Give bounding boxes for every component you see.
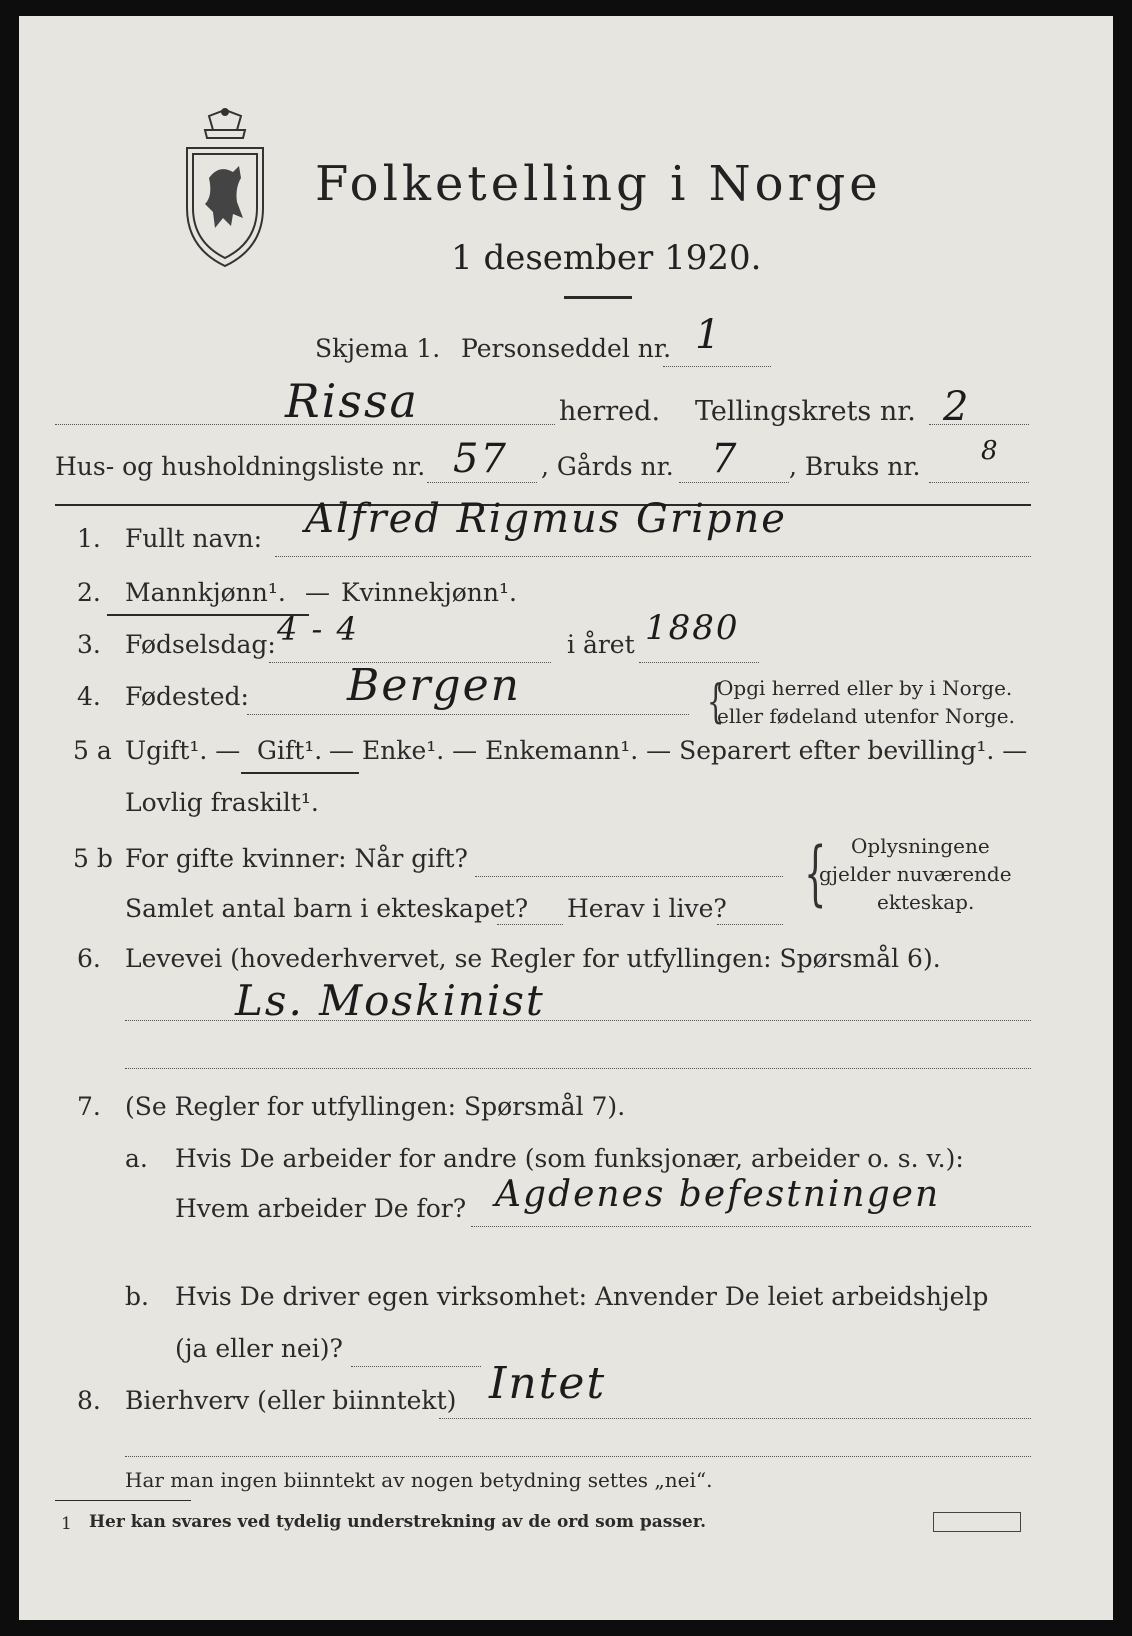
q7a-sub: Hvem arbeider De for? xyxy=(175,1194,467,1223)
gards-label: , Gårds nr. xyxy=(541,452,674,481)
footnote-rule xyxy=(55,1500,191,1501)
q7-number: 7. xyxy=(77,1092,101,1121)
birthplace-note-1: Opgi herred eller by i Norge. xyxy=(717,676,1013,700)
bruks-value[interactable]: 8 xyxy=(981,436,1000,466)
q2-separator: — xyxy=(305,578,330,607)
q4-label: Fødested: xyxy=(125,682,249,711)
q3-number: 3. xyxy=(77,630,101,659)
personseddel-label: Personseddel nr. xyxy=(461,334,672,363)
liste-line xyxy=(427,482,537,483)
q5a-number: 5 a xyxy=(73,736,112,765)
q6-number: 6. xyxy=(77,944,101,973)
bruks-line xyxy=(929,482,1029,483)
liste-value[interactable]: 57 xyxy=(453,436,508,482)
q5b-note-1: Oplysningene xyxy=(851,834,990,858)
q3-label: Fødselsdag: xyxy=(125,630,276,659)
herred-value[interactable]: Rissa xyxy=(285,374,419,428)
alive-line xyxy=(717,924,783,925)
q8-label: Bierhverv (eller biinntekt) xyxy=(125,1386,457,1415)
q7b-label: Hvis De driver egen virksomhet: Anvender De leiet arbeidshjelp xyxy=(175,1282,989,1311)
year-label: i året xyxy=(567,630,635,659)
birthplace-line xyxy=(247,714,689,715)
footer-note: Har man ingen biinntekt av nogen betydning settes „nei“. xyxy=(125,1468,713,1492)
gards-value[interactable]: 7 xyxy=(711,436,739,482)
side-income-value[interactable]: Intet xyxy=(489,1358,607,1409)
alive-label: Herav i live? xyxy=(567,894,727,923)
divorced-option[interactable]: Lovlig fraskilt¹. xyxy=(125,788,319,817)
q4-number: 4. xyxy=(77,682,101,711)
q5b-note-2: gjelder nuværende xyxy=(819,862,1012,886)
brace-icon-2: { xyxy=(804,832,827,914)
personseddel-value[interactable]: 1 xyxy=(695,312,723,358)
birthday-value[interactable]: 4 - 4 xyxy=(277,610,359,648)
year-line xyxy=(639,662,759,663)
side-income-line xyxy=(439,1418,1031,1419)
q1-label: Fullt navn: xyxy=(125,524,263,553)
side-income-line-2 xyxy=(125,1456,1031,1457)
q1-line xyxy=(275,556,1031,557)
footnote-text: Her kan svares ved tydelig understrekning av de ord som passer. xyxy=(89,1512,707,1532)
children-label: Samlet antal barn i ekteskapet? xyxy=(125,894,529,923)
married-option[interactable]: Gift¹. xyxy=(257,736,323,765)
q7a-label: Hvis De arbeider for andre (som funksjonær, arbeider o. s. v.): xyxy=(175,1144,964,1173)
married-when-line xyxy=(475,876,783,877)
q6-label: Levevei (hovederhvervet, se Regler for utfyllingen: Spørsmål 6). xyxy=(125,944,941,973)
q1-number: 1. xyxy=(77,524,101,553)
q7b-letter: b. xyxy=(125,1282,149,1311)
coat-of-arms-icon xyxy=(179,108,271,268)
bruks-label: , Bruks nr. xyxy=(789,452,921,481)
q7a-letter: a. xyxy=(125,1144,148,1173)
gards-line xyxy=(679,482,789,483)
q5b-label: For gifte kvinner: Når gift? xyxy=(125,844,468,873)
marital-other-options[interactable]: — Enke¹. — Enkemann¹. — Separert efter bevilling¹. — xyxy=(329,736,1028,765)
employer-line xyxy=(471,1226,1031,1227)
footnote-number: 1 xyxy=(61,1514,72,1534)
hired-help-line xyxy=(351,1366,481,1367)
census-form xyxy=(19,16,1113,1620)
brace-icon: { xyxy=(706,674,725,728)
tellingskrets-label: Tellingskrets nr. xyxy=(695,396,916,427)
q2-number: 2. xyxy=(77,578,101,607)
schema-label: Skjema 1. xyxy=(315,334,441,363)
full-name-value[interactable]: Alfred Rigmus Gripne xyxy=(305,496,787,542)
printer-stamp xyxy=(933,1512,1021,1532)
children-line xyxy=(497,924,563,925)
form-title: Folketelling i Norge xyxy=(315,156,882,212)
married-underline xyxy=(241,772,359,774)
birthplace-note-2: eller fødeland utenfor Norge. xyxy=(717,704,1015,728)
male-option[interactable]: Mannkjønn¹. xyxy=(125,578,286,607)
birth-year-value[interactable]: 1880 xyxy=(645,608,740,648)
employer-value[interactable]: Agdenes befestningen xyxy=(495,1174,941,1215)
q7b-sub: (ja eller nei)? xyxy=(175,1334,343,1363)
occupation-value[interactable]: Ls. Moskinist xyxy=(235,976,545,1025)
q5b-number: 5 b xyxy=(73,844,113,873)
female-option[interactable]: Kvinnekjønn¹. xyxy=(341,578,517,607)
occupation-line-2 xyxy=(125,1068,1031,1069)
tellingskrets-value[interactable]: 2 xyxy=(943,384,971,430)
unmarried-option[interactable]: Ugift¹. — xyxy=(125,736,241,765)
q5b-note-3: ekteskap. xyxy=(877,890,975,914)
liste-label: Hus- og husholdningsliste nr. xyxy=(55,452,426,481)
herred-label: herred. xyxy=(559,396,661,427)
q8-number: 8. xyxy=(77,1386,101,1415)
personseddel-line xyxy=(663,366,771,367)
census-date: 1 desember 1920. xyxy=(451,238,762,278)
title-divider xyxy=(564,296,632,299)
birthplace-value[interactable]: Bergen xyxy=(347,660,521,711)
q7-label: (Se Regler for utfyllingen: Spørsmål 7). xyxy=(125,1092,626,1121)
